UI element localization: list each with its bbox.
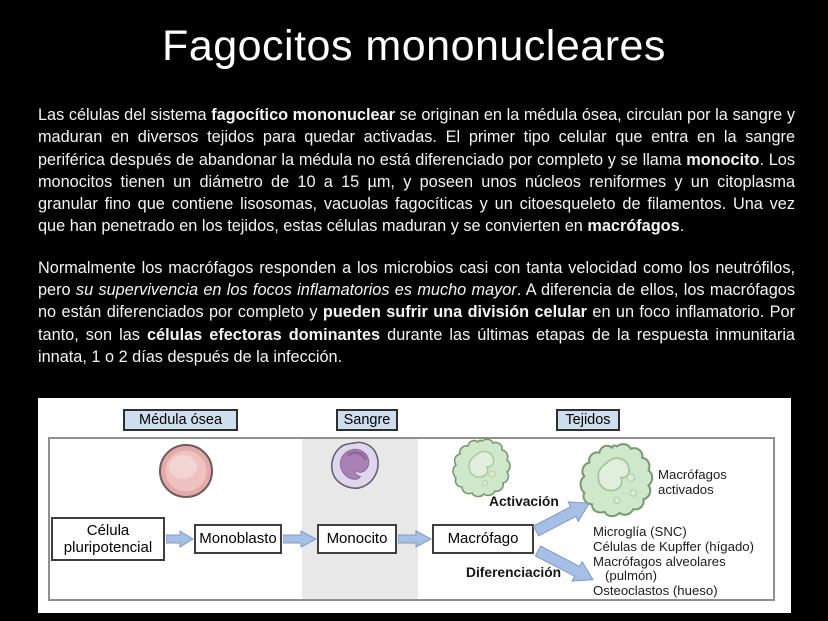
slide-title: Fagocitos mononucleares [162, 22, 666, 70]
tissue-list-item: Células de Kupffer (hígado) [593, 538, 755, 554]
column-label-medula-osea: Médula ósea [123, 409, 238, 431]
text-segment: Las células del sistema [38, 106, 212, 124]
text-segment-bold: pueden sufrir una división celular [322, 303, 587, 322]
text-segment: Normalmente los macrófagos responden a los microbios casi con tanta velocidad como los neutrófilos, pero [38, 258, 795, 300]
text-segment: se originan en la médula ósea, circulan por la sangre y maduran en diversos tejidos para quedar activadas. El primer tipo celular que entra en la sangre periférica después de abandonar la médula no está diferenciado por completo y se llama [38, 106, 795, 169]
text-segment-bold: fagocítico mononuclear [211, 106, 395, 124]
paragraph-2 [38, 257, 795, 368]
text-segment: durante las últimas etapas de la respuesta inmunitaria innata, 1 o 2 días después de la infección. [38, 325, 795, 366]
text-segment-bold: macrófagos [587, 217, 680, 236]
text-segment-bold: células efectoras dominantes [146, 325, 381, 344]
tissue-list-item: Macrófagos alveolares (pulmón) [593, 553, 726, 584]
flow-box-monoblasto: Monoblasto [194, 524, 282, 554]
text-segment: . [679, 217, 685, 236]
tissue-list-item: Microglía (SNC) [593, 524, 687, 539]
column-label-sangre: Sangre [336, 409, 398, 431]
macrophage-cell-icon [452, 436, 512, 498]
tissue-macrophage-list [593, 525, 779, 599]
paragraph-1 [38, 104, 795, 238]
tissue-list-item: Osteoclastos (hueso) [593, 583, 718, 599]
text-segment-italic: su supervivencia en los focos inflamatorios es mucho mayor [75, 281, 517, 300]
flow-box-macrofago: Macrófago [432, 524, 534, 554]
text-segment: en un foco inflamatorio. Por tanto, son las [38, 303, 795, 344]
slide-body-text [38, 104, 795, 368]
text-segment: . A diferencia de ellos, los macrófagos no están diferenciados por completo y [38, 281, 795, 322]
column-label-tejidos: Tejidos [556, 409, 620, 431]
stem-cell-icon [157, 442, 215, 500]
phagocyte-development-diagram [38, 398, 791, 613]
activated-macrophages-label: Macrófagos activados [658, 467, 727, 498]
flow-box-monocito: Monocito [317, 524, 397, 554]
activation-label: Activación [489, 494, 559, 509]
text-segment: . Los monocitos tienen un diámetro de 10 a 15 µm, y poseen unos núcleos reniformes y un citoplasma granular fino que contiene lisosomas, vacuolas fagocíticas y un citoesqueleto de filamentos. Una vez que han penetrado en los tejidos, estas células maduran y se convierten en [38, 150, 795, 236]
differentiation-label: Diferenciación [466, 565, 562, 580]
flow-box-celula-pluripotencial: Célula pluripotencial [51, 517, 165, 561]
monocyte-cell-icon [327, 439, 382, 494]
flow-arrow-icon [398, 529, 432, 549]
flow-arrow-icon [166, 529, 194, 549]
text-segment-bold: monocito [686, 150, 760, 169]
flow-arrow-icon [283, 529, 317, 549]
